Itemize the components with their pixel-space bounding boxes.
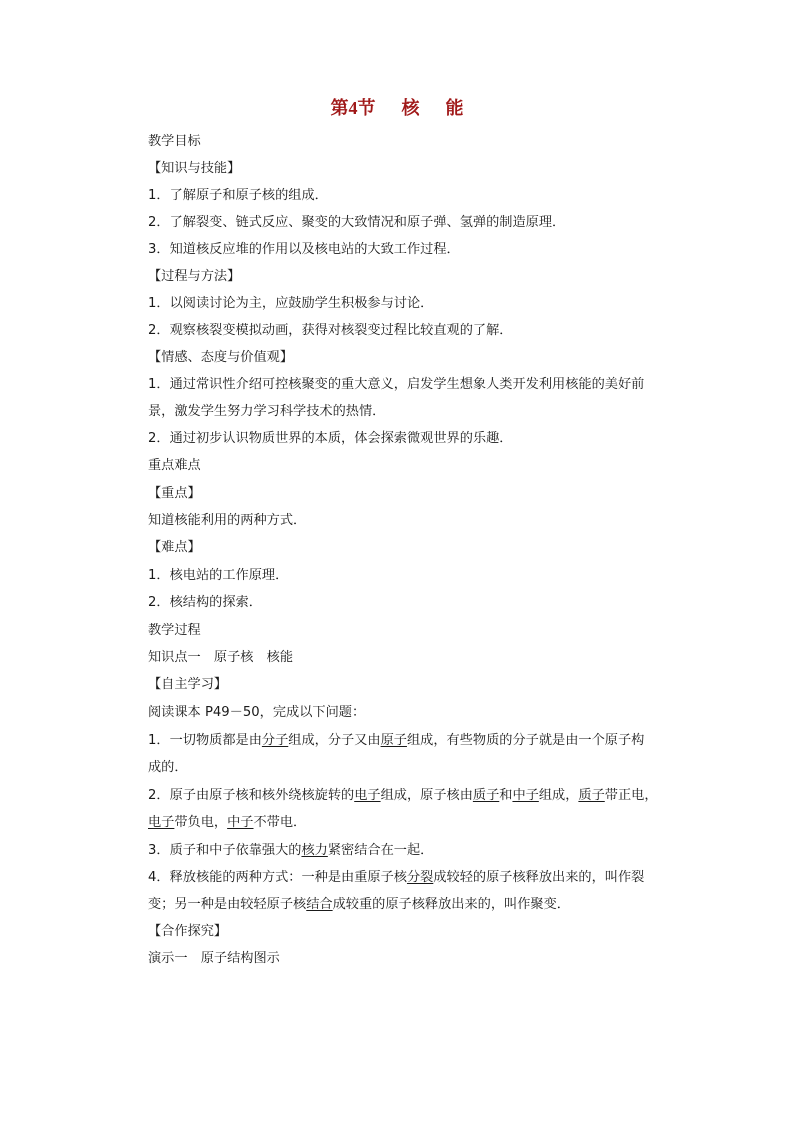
- heading-difficult: 【难点】: [148, 540, 201, 555]
- answer-blank: 分子: [261, 733, 289, 748]
- question-2-line-2: 电子带负电，中子不带电．: [148, 815, 307, 830]
- paragraph-pm-1: 1．以阅读讨论为主，应鼓励学生积极参与讨论．: [148, 296, 434, 311]
- paragraph-read: 阅读课本 P49－50，完成以下问题：: [148, 705, 366, 720]
- paragraph-ev-1a: 1．通过常识性介绍可控核聚变的重大意义，启发学生想象人类开发利用核能的美好前: [148, 377, 645, 392]
- question-1-line-2: 成的．: [148, 760, 188, 775]
- answer-blank: 分裂: [406, 870, 434, 885]
- heading-teaching-goals: 教学目标: [148, 134, 201, 149]
- title-word-2: 能: [445, 98, 464, 119]
- page-title: [0, 96, 794, 121]
- question-3: 3．质子和中子依靠强大的核力紧密结合在一起．: [148, 843, 434, 858]
- heading-emotion-values: 【情感、态度与价值观】: [148, 350, 294, 365]
- paragraph-key-1: 知道核能利用的两种方式．: [148, 513, 307, 528]
- title-number: 4: [348, 98, 358, 118]
- answer-blank: 中子: [512, 788, 539, 803]
- paragraph-diff-1: 1．核电站的工作原理．: [148, 568, 289, 583]
- answer-blank: 中子: [227, 815, 254, 830]
- heading-knowledge-point-1: 知识点一 原子核 核能: [148, 650, 294, 665]
- question-4-line-2: 变；另一种是由较轻原子核结合成较重的原子核释放出来的，叫作聚变．: [148, 897, 570, 912]
- answer-blank: 质子: [472, 788, 500, 803]
- heading-cooperation: 【合作探究】: [148, 924, 228, 939]
- heading-demo-1: 演示一 原子结构图示: [148, 951, 280, 966]
- paragraph-ev-1b: 景，激发学生努力学习科学技术的热情．: [148, 404, 386, 419]
- answer-blank: 核力: [301, 843, 328, 858]
- heading-process: 教学过程: [148, 623, 201, 638]
- heading-self-study: 【自主学习】: [148, 677, 228, 692]
- paragraph-ev-2: 2．通过初步认识物质世界的本质，体会探索微观世界的乐趣．: [148, 431, 513, 446]
- question-4-line-1: 4．释放核能的两种方式：一种是由重原子核分裂成较轻的原子核释放出来的，叫作裂: [148, 870, 645, 885]
- paragraph-ks-2: 2．了解裂变、链式反应、聚变的大致情况和原子弹、氢弹的制造原理．: [148, 215, 566, 230]
- heading-key: 【重点】: [148, 486, 201, 501]
- heading-process-methods: 【过程与方法】: [148, 269, 241, 284]
- title-prefix: 第: [330, 98, 349, 119]
- answer-blank: 电子: [354, 788, 381, 803]
- question-1-line-1: 1．一切物质都是由分子组成，分子又由原子组成，有些物质的分子就是由一个原子构: [148, 733, 645, 748]
- title-word-1: 核: [401, 98, 420, 119]
- answer-blank: 电子: [148, 815, 175, 830]
- title-suffix: 节: [357, 98, 376, 119]
- question-2-line-1: 2．原子由原子核和核外绕核旋转的电子组成，原子核由质子和中子组成，质子带正电，: [148, 788, 658, 803]
- heading-knowledge-skills: 【知识与技能】: [148, 161, 241, 176]
- paragraph-ks-3: 3．知道核反应堆的作用以及核电站的大致工作过程．: [148, 242, 460, 257]
- paragraph-ks-1: 1．了解原子和原子核的组成．: [148, 188, 328, 203]
- answer-blank: 原子: [380, 733, 407, 748]
- paragraph-pm-2: 2．观察核裂变模拟动画，获得对核裂变过程比较直观的了解．: [148, 323, 513, 338]
- answer-blank: 质子: [578, 788, 605, 803]
- answer-blank: 结合: [306, 897, 333, 912]
- paragraph-diff-2: 2．核结构的探索．: [148, 595, 262, 610]
- heading-key-difficult: 重点难点: [148, 458, 201, 473]
